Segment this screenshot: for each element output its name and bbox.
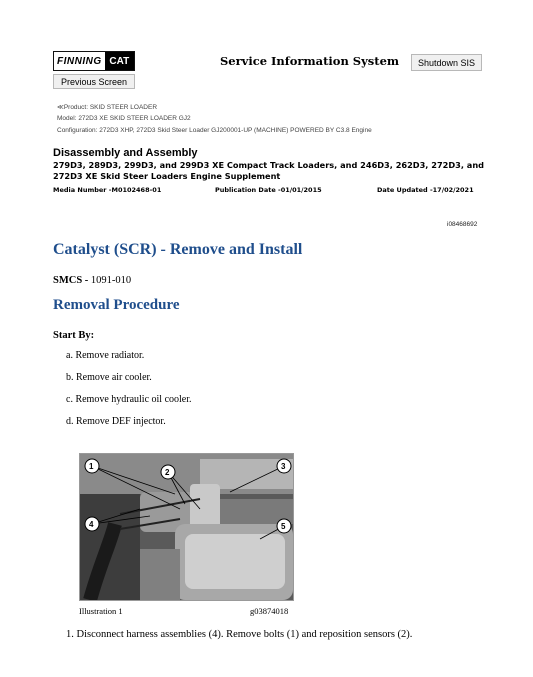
date-updated: Date Updated -17/02/2021 [377, 186, 474, 194]
callout-2-label: 2 [165, 468, 170, 477]
step-b: b. Remove air cooler. [66, 372, 152, 383]
previous-screen-button[interactable]: Previous Screen [53, 74, 135, 89]
illustration-graphic-id: g03874018 [250, 606, 289, 616]
illustration-image [79, 453, 294, 601]
product-text: Product: SKID STEER LOADER [63, 104, 158, 111]
publication-date: Publication Date -01/01/2015 [215, 186, 322, 194]
media-number: Media Number -M0102468-01 [53, 186, 162, 194]
smcs-value: 1091-010 [88, 275, 132, 286]
callout-5-label: 5 [281, 522, 286, 531]
logo-cat-text: CAT [105, 52, 134, 70]
shutdown-sis-button[interactable]: Shutdown SIS [411, 54, 482, 71]
illustration-caption: Illustration 1 [79, 606, 123, 616]
model-line: Model: 272D3 XE SKID STEER LOADER GJ2 [57, 115, 191, 122]
smcs-label: SMCS - [53, 275, 89, 286]
document-subheading: 279D3, 289D3, 299D3, and 299D3 XE Compact Track Loaders, and 246D3, 262D3, 272D3, and 272D3 XE Skid Steer Loaders Engine Supplement [53, 160, 485, 181]
app-title: Service Information System [220, 54, 400, 68]
callout-4-label: 4 [89, 520, 94, 529]
logo-finning-text: FINNING [54, 52, 105, 70]
step-c: c. Remove hydraulic oil cooler. [66, 394, 192, 405]
instruction-step-1: 1. Disconnect harness assemblies (4). Remove bolts (1) and reposition sensors (2). [66, 629, 413, 640]
configuration-line: Configuration: 272D3 XHP, 272D3 Skid Steer Loader GJ200001-UP (MACHINE) POWERED BY C3.8 Engine [57, 127, 372, 134]
page-title: Catalyst (SCR) - Remove and Install [53, 241, 303, 258]
callout-1-label: 1 [89, 462, 94, 471]
back-arrow-icon[interactable]: ≪ [57, 104, 64, 111]
document-heading: Disassembly and Assembly [53, 147, 198, 159]
product-line [57, 103, 157, 111]
finning-cat-logo [53, 51, 135, 71]
step-a: a. Remove radiator. [66, 350, 145, 361]
smcs-line [53, 275, 131, 286]
document-id: i08468692 [447, 221, 478, 228]
start-by-label: Start By: [53, 330, 95, 341]
catalyst-photo [80, 454, 293, 600]
callout-3-label: 3 [281, 462, 286, 471]
section-title: Removal Procedure [53, 297, 180, 313]
step-d: d. Remove DEF injector. [66, 416, 166, 427]
